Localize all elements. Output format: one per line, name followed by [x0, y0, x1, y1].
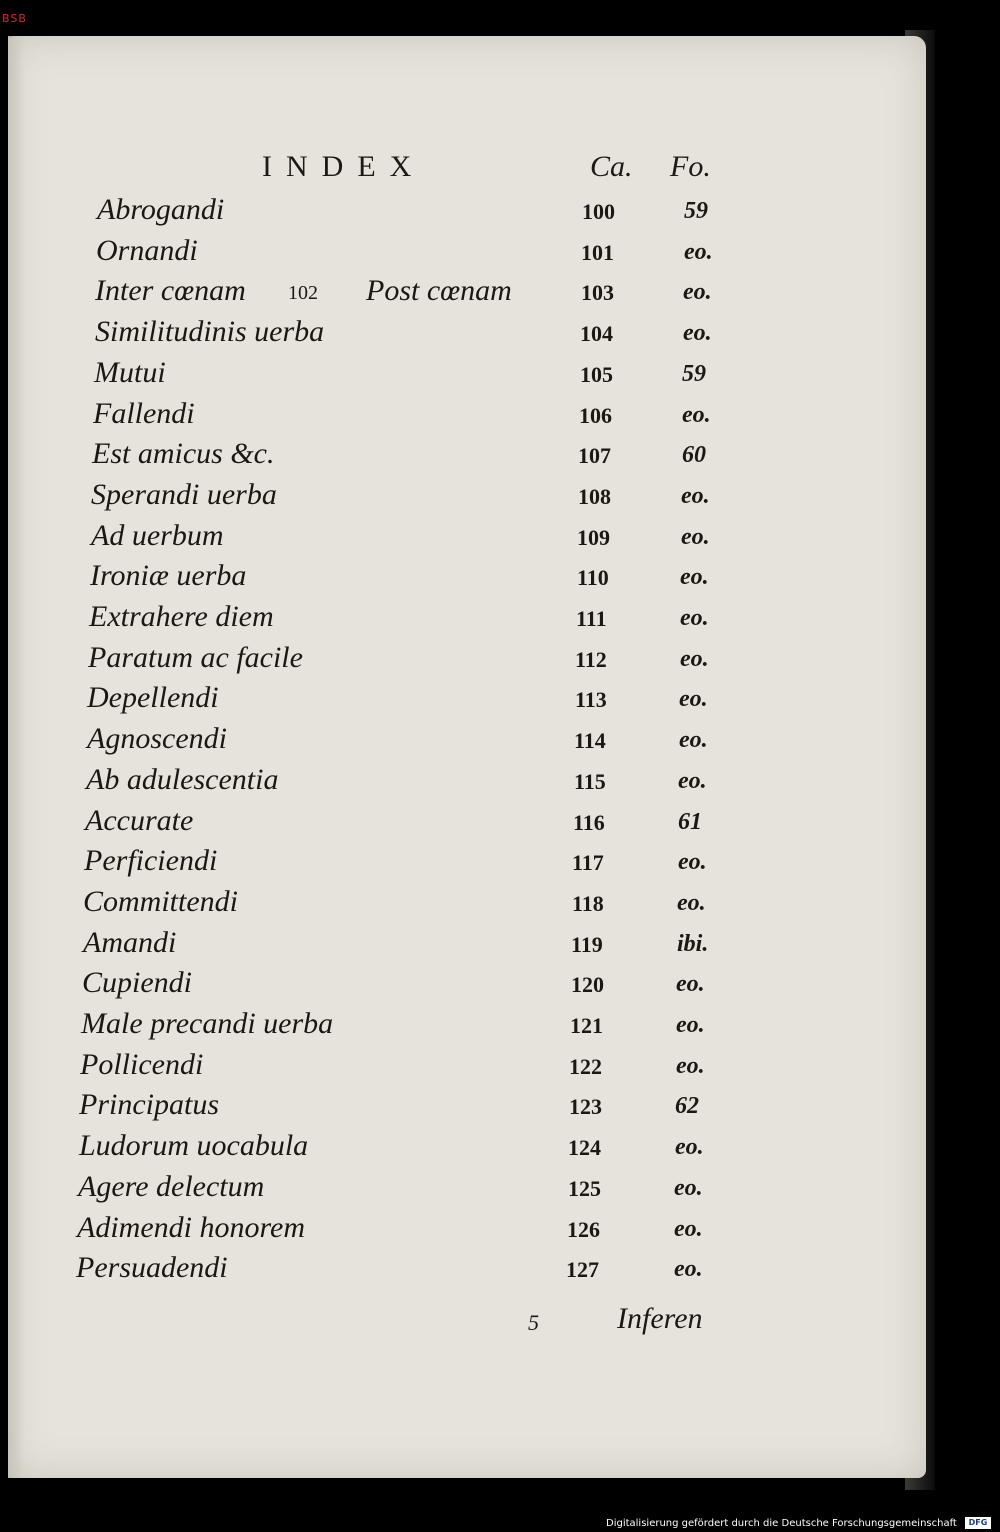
index-entry: [0, 600, 1000, 640]
entry-chapter: 122: [569, 1053, 602, 1079]
entry-folio: eo.: [678, 849, 707, 876]
index-entry: [0, 397, 1000, 437]
index-entry: [0, 315, 1000, 355]
index-title: INDEX: [262, 150, 426, 183]
entry-folio: eo.: [679, 686, 708, 713]
entry-inline-chapter: 102: [288, 282, 318, 305]
index-entry: [0, 193, 1000, 233]
index-entry: [0, 1211, 1000, 1251]
entry-folio: eo.: [682, 401, 711, 428]
folio-column-heading: Fo.: [670, 150, 711, 183]
index-entry: [0, 722, 1000, 762]
entry-term: Extrahere diem: [89, 600, 274, 633]
entry-folio: 60: [682, 442, 706, 469]
entry-term: Cupiendi: [82, 966, 192, 1000]
index-entry: [0, 356, 1000, 396]
entry-chapter: 110: [577, 565, 609, 591]
entry-term: Est amicus &c.: [92, 437, 275, 471]
entry-folio: eo.: [676, 1052, 705, 1079]
entry-term: Pollicendi: [80, 1047, 204, 1081]
entry-secondary-term: Post cœnam: [366, 274, 512, 308]
library-mark: BSB: [2, 12, 27, 25]
entry-term: Male precandi uerba: [81, 1007, 334, 1040]
entry-chapter: 109: [577, 524, 610, 550]
entry-folio: 62: [675, 1093, 699, 1120]
entry-term: Committendi: [83, 884, 238, 918]
index-entry: [0, 1170, 1000, 1210]
entry-chapter: 106: [579, 402, 612, 428]
entry-term: Abrogandi: [97, 193, 225, 226]
index-entry: [0, 478, 1000, 518]
entry-chapter: 126: [567, 1216, 600, 1242]
entry-folio: eo.: [680, 564, 709, 591]
index-entry: [0, 1129, 1000, 1169]
signature-mark: 5: [528, 1310, 539, 1335]
entry-folio: eo.: [680, 605, 709, 631]
entry-chapter: 111: [576, 606, 607, 631]
entry-chapter: 100: [582, 199, 615, 224]
entry-folio: eo.: [679, 727, 708, 754]
entry-term: Fallendi: [93, 396, 195, 430]
entry-term: Similitudinis uerba: [95, 315, 325, 349]
entry-term: Agere delectum: [78, 1169, 265, 1203]
index-entry: [0, 519, 1000, 559]
index-entry: [0, 804, 1000, 844]
entry-chapter: 105: [580, 361, 613, 387]
entry-chapter: 124: [568, 1135, 601, 1161]
entry-chapter: 101: [581, 239, 614, 265]
entry-term: Ludorum uocabula: [79, 1129, 309, 1163]
entry-term: Perficiendi: [84, 844, 218, 878]
entry-folio: eo.: [683, 320, 712, 347]
index-entry: [0, 437, 1000, 477]
index-entry: [0, 885, 1000, 925]
index-entry: [0, 844, 1000, 884]
entry-folio: eo.: [684, 238, 713, 265]
entry-chapter: 108: [578, 483, 611, 509]
entry-folio: 59: [684, 198, 708, 224]
dfg-logo: DFG: [965, 1517, 991, 1529]
entry-chapter: 104: [580, 321, 613, 347]
entry-folio: eo.: [681, 523, 710, 550]
entry-chapter: 118: [572, 890, 604, 916]
entry-term: Depellendi: [87, 681, 219, 715]
entry-folio: eo.: [676, 1012, 705, 1038]
index-entry: [0, 641, 1000, 681]
entry-folio: eo.: [675, 1134, 704, 1161]
entry-folio: eo.: [674, 1256, 703, 1283]
index-entry: [0, 763, 1000, 803]
entry-chapter: 114: [574, 728, 606, 754]
index-header: [0, 150, 1000, 190]
entry-folio: eo.: [683, 279, 712, 306]
entry-chapter: 107: [578, 443, 611, 469]
entry-folio: eo.: [674, 1215, 703, 1242]
entry-term: Ab adulescentia: [86, 762, 279, 796]
entry-term: Persuadendi: [76, 1251, 228, 1285]
entry-folio: ibi.: [677, 930, 709, 957]
entry-term: Agnoscendi: [87, 722, 227, 756]
entry-chapter: 116: [573, 809, 605, 835]
index-entry: [0, 274, 1000, 314]
entry-term: Amandi: [83, 925, 177, 959]
entry-chapter: 127: [566, 1257, 599, 1283]
entry-chapter: 112: [575, 646, 607, 672]
index-entry: [0, 1048, 1000, 1088]
entry-term: Mutui: [94, 355, 166, 389]
index-entry: [0, 559, 1000, 599]
entry-chapter: 103: [581, 280, 614, 306]
index-entry: [0, 1251, 1000, 1291]
entry-term: Accurate: [85, 803, 194, 837]
entry-term: Sperandi uerba: [91, 477, 277, 511]
entry-folio: eo.: [674, 1174, 703, 1201]
funding-notice: Digitalisierung gefördert durch die Deutsche Forschungsgemeinschaft: [606, 1518, 957, 1529]
index-entry: [0, 681, 1000, 721]
chapter-column-heading: Ca.: [590, 150, 633, 183]
entry-folio: eo.: [677, 889, 706, 916]
index-entry: [0, 926, 1000, 966]
entry-term: Paratum ac facile: [88, 640, 303, 674]
entry-term: Adimendi honorem: [77, 1210, 306, 1244]
entry-folio: eo.: [676, 971, 705, 998]
entry-chapter: 121: [570, 1013, 603, 1038]
index-entry: [0, 1088, 1000, 1128]
entry-chapter: 125: [568, 1175, 601, 1201]
index-entry: [0, 966, 1000, 1006]
entry-chapter: 119: [571, 931, 603, 957]
entry-folio: eo.: [678, 767, 707, 794]
entry-folio: 59: [682, 360, 706, 387]
entry-term: Inter cœnam: [95, 274, 246, 308]
index-entry: [0, 1007, 1000, 1047]
catchword: Inferen: [617, 1302, 703, 1335]
entry-folio: 61: [678, 808, 702, 835]
entry-folio: eo.: [680, 645, 709, 672]
entry-chapter: 113: [575, 687, 607, 713]
entry-term: Principatus: [79, 1088, 219, 1122]
entry-term: Ornandi: [96, 233, 198, 267]
entry-chapter: 117: [572, 850, 604, 876]
entry-term: Ironiæ uerba: [90, 559, 247, 593]
entry-folio: eo.: [681, 482, 710, 509]
entry-chapter: 123: [569, 1094, 602, 1120]
entry-chapter: 115: [574, 768, 606, 794]
entry-term: Ad uerbum: [91, 518, 224, 552]
index-entry: [0, 234, 1000, 274]
entry-chapter: 120: [571, 972, 604, 998]
